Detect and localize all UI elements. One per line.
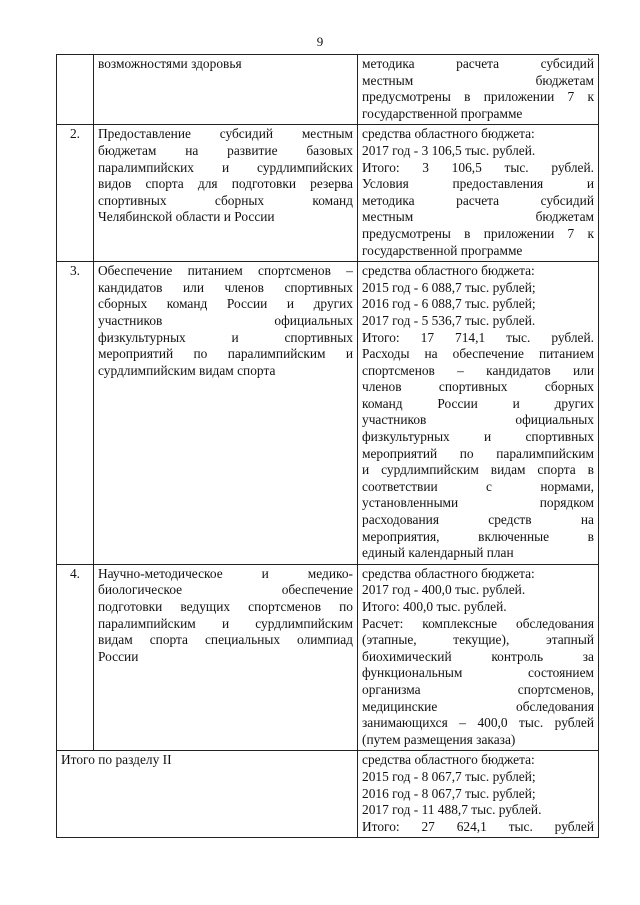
activity-name-cell: [94, 564, 358, 751]
total-funding-line: средства областного бюджета:: [362, 752, 535, 768]
funding-line: спортсменов – кандидатов или: [362, 362, 594, 378]
funding-line: 2017 год - 3 106,5 тыс. рублей.: [362, 142, 536, 158]
funding-line: участников официальных: [362, 412, 594, 428]
funding-line: 2017 год - 5 536,7 тыс. рублей.: [362, 312, 536, 328]
funding-line: членов спортивных сборных: [362, 379, 594, 395]
funding-line: методика расчета субсидий: [362, 192, 594, 208]
funding-line: Итого: 400,0 тыс. рублей.: [362, 599, 507, 614]
funding-line: Расчет: комплексные обследования: [362, 615, 594, 631]
funding-line: Итого: 17 714,1 тыс. рублей.: [362, 329, 594, 345]
funding-line: установленными порядком: [362, 495, 594, 511]
activity-name-line: подготовки ведущих спортсменов по: [98, 599, 353, 614]
funding-line: 2015 год - 6 088,7 тыс. рублей;: [362, 279, 536, 295]
funding-line: (путем размещения заказа): [362, 731, 516, 747]
activity-name-line: возможностями здоровья: [98, 56, 242, 71]
activity-name-line: паралимпийским и сурдлимпийским: [98, 615, 353, 631]
funding-line: единый календарный план: [362, 545, 514, 561]
funding-line: организма спортсменов,: [362, 681, 594, 697]
activity-name-line: спортивных сборных команд: [98, 192, 353, 208]
activity-name-line: России: [98, 648, 139, 664]
activity-name-line: мероприятий по паралимпийским и: [98, 346, 353, 362]
total-funding-line: 2017 год - 11 488,7 тыс. рублей.: [362, 802, 542, 818]
funding-line: государственной программе: [362, 105, 523, 121]
row-number: 2.: [57, 125, 94, 262]
activity-name-line: участников официальных: [98, 312, 353, 328]
funding-line: местным бюджетам: [362, 72, 594, 88]
activity-name-line: Челябинской области и России: [98, 209, 275, 225]
table-body: [57, 55, 599, 838]
funding-line: средства областного бюджета:: [362, 565, 535, 581]
funding-line: средства областного бюджета:: [362, 126, 535, 142]
table-row: [57, 262, 599, 565]
table-row: [57, 55, 599, 125]
total-label: Итого по разделу II: [57, 751, 358, 838]
row-number: 4.: [57, 564, 94, 751]
funding-line: 2016 год - 6 088,7 тыс. рублей;: [362, 296, 536, 312]
activity-name-line: Научно-методическое и медико-: [98, 565, 353, 581]
funding-line: занимающихся – 400,0 тыс. рублей: [362, 715, 594, 731]
total-funding-line: Итого: 27 624,1 тыс. рублей: [362, 818, 594, 834]
activity-name-line: Обеспечение питанием спортсменов –: [98, 263, 353, 279]
funding-line: соответствии с нормами,: [362, 478, 594, 494]
program-table: [56, 54, 599, 838]
row-number: 3.: [57, 262, 94, 565]
activity-name-cell: [94, 125, 358, 262]
funding-line: медицинские обследования: [362, 698, 594, 714]
funding-line: функциональным состоянием: [362, 665, 594, 681]
funding-line: команд России и других: [362, 395, 594, 411]
activity-name-cell: [94, 55, 358, 125]
total-row: [57, 751, 599, 838]
funding-cell: [358, 262, 599, 565]
activity-name-line: кандидатов или членов спортивных: [98, 279, 353, 295]
activity-name-line: сурдлимпийским видам спорта: [98, 362, 276, 378]
funding-line: местным бюджетам: [362, 209, 594, 225]
total-funding-cell: [358, 751, 599, 838]
funding-line: государственной программе: [362, 242, 523, 258]
activity-name-line: паралимпийских и сурдлимпийских: [98, 159, 353, 175]
funding-line: Расходы на обеспечение питанием: [362, 346, 594, 362]
funding-line: предусмотрены в приложении 7 к: [362, 89, 594, 105]
funding-line: предусмотрены в приложении 7 к: [362, 225, 594, 241]
activity-name-line: биологическое обеспечение: [98, 582, 353, 598]
funding-line: мероприятий по паралимпийским: [362, 445, 594, 461]
table-row: [57, 125, 599, 262]
funding-line: (этапные, текущие), этапный: [362, 632, 594, 648]
funding-cell: [358, 564, 599, 751]
funding-line: Итого: 3 106,5 тыс. рублей.: [362, 159, 594, 175]
activity-name-line: бюджетам на развитие базовых: [98, 142, 353, 158]
funding-cell: [358, 55, 599, 125]
activity-name-line: физкультурных и спортивных: [98, 329, 353, 345]
activity-name-line: Предоставление субсидий местным: [98, 126, 353, 142]
table-row: [57, 564, 599, 751]
funding-line: средства областного бюджета:: [362, 263, 535, 279]
activity-name-cell: [94, 262, 358, 565]
total-funding-line: 2016 год - 8 067,7 тыс. рублей;: [362, 785, 536, 801]
funding-line: мероприятия, включенные в: [362, 528, 594, 544]
row-number: [57, 55, 94, 125]
funding-line: Условия предоставления и: [362, 176, 594, 192]
funding-line: расходования средств на: [362, 512, 594, 528]
activity-name-line: видов спорта для подготовки резерва: [98, 176, 353, 192]
funding-line: и сурдлимпийским видам спорта в: [362, 462, 594, 478]
activity-name-line: видам спорта специальных олимпиад: [98, 632, 353, 648]
activity-name-line: сборных команд России и других: [98, 296, 353, 312]
funding-line: методика расчета субсидий: [362, 56, 594, 71]
total-funding-line: 2015 год - 8 067,7 тыс. рублей;: [362, 768, 536, 784]
funding-line: физкультурных и спортивных: [362, 429, 594, 445]
funding-cell: [358, 125, 599, 262]
page-number: 9: [316, 34, 324, 49]
funding-line: 2017 год - 400,0 тыс. рублей.: [362, 582, 526, 598]
funding-line: биохимический контроль за: [362, 648, 594, 664]
